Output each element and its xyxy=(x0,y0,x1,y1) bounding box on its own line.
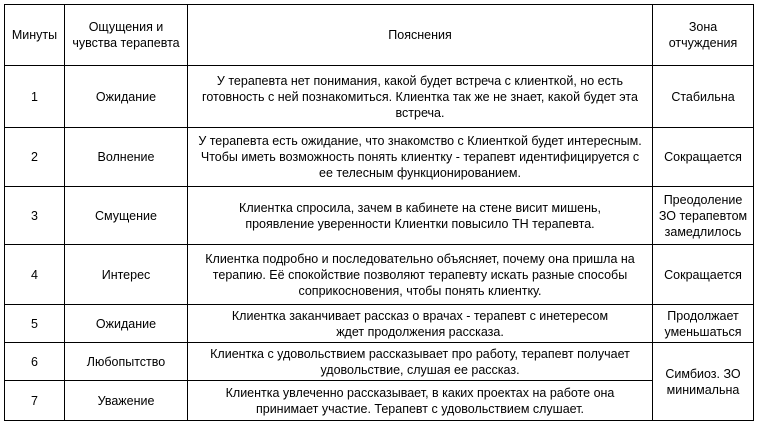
header-zone: Зона отчуждения xyxy=(653,5,754,66)
cell-minute: 2 xyxy=(5,128,65,187)
header-explanations: Пояснения xyxy=(188,5,653,66)
table-row xyxy=(5,245,754,305)
cell-feeling: Смущение xyxy=(65,187,188,245)
cell-explanation: У терапевта есть ожидание, что знакомство с Клиенткой будет интересным. Чтобы иметь возможность понять клиентку - терапевт идентифицируется с ее телесным функционированием. xyxy=(188,128,653,187)
cell-feeling: Уважение xyxy=(65,381,188,421)
cell-minute: 3 xyxy=(5,187,65,245)
table-container xyxy=(4,4,754,421)
header-feelings: Ощущения и чувства терапевта xyxy=(65,5,188,66)
table-row xyxy=(5,343,754,381)
table-row xyxy=(5,187,754,245)
cell-explanation: Клиентка заканчивает рассказ о врачах - терапевт с инетересом ждет продолжения рассказа. xyxy=(188,305,653,343)
table-row xyxy=(5,128,754,187)
cell-explanation: У терапевта нет понимания, какой будет встреча с клиенткой, но есть готовность с ней познакомиться. Клиентка так же не знает, какой будет эта встреча. xyxy=(188,66,653,128)
cell-zone: Сокращается xyxy=(653,128,754,187)
cell-explanation: Клиентка спросила, зачем в кабинете на стене висит мишень, проявление уверенности Клиентки повысило ТН терапевта. xyxy=(188,187,653,245)
table-row xyxy=(5,66,754,128)
cell-zone-merged: Симбиоз. ЗО минимальна xyxy=(653,343,754,421)
cell-explanation: Клиентка с удовольствием рассказывает про работу, терапевт получает удовольствие, слушая ее рассказ. xyxy=(188,343,653,381)
cell-explanation: Клиентка увлеченно рассказывает, в каких проектах на работе она принимает участие. Терапевт с удовольствием слушает. xyxy=(188,381,653,421)
cell-zone: Преодоление ЗО терапевтом замедлилось xyxy=(653,187,754,245)
cell-minute: 1 xyxy=(5,66,65,128)
cell-feeling: Ожидание xyxy=(65,305,188,343)
therapy-session-table xyxy=(4,4,754,421)
cell-zone: Стабильна xyxy=(653,66,754,128)
cell-feeling: Интерес xyxy=(65,245,188,305)
header-row xyxy=(5,5,754,66)
table-row xyxy=(5,305,754,343)
cell-explanation: Клиентка подробно и последовательно объясняет, почему она пришла на терапию. Её спокойствие позволяют терапевту искать разные способы соприкосновения, чтобы понять клиентку. xyxy=(188,245,653,305)
cell-feeling: Ожидание xyxy=(65,66,188,128)
cell-minute: 7 xyxy=(5,381,65,421)
table-row xyxy=(5,381,754,421)
cell-feeling: Любопытство xyxy=(65,343,188,381)
header-minutes: Минуты xyxy=(5,5,65,66)
cell-minute: 6 xyxy=(5,343,65,381)
cell-minute: 5 xyxy=(5,305,65,343)
cell-zone: Продолжает уменьшаться xyxy=(653,305,754,343)
cell-feeling: Волнение xyxy=(65,128,188,187)
cell-minute: 4 xyxy=(5,245,65,305)
cell-zone: Сокращается xyxy=(653,245,754,305)
